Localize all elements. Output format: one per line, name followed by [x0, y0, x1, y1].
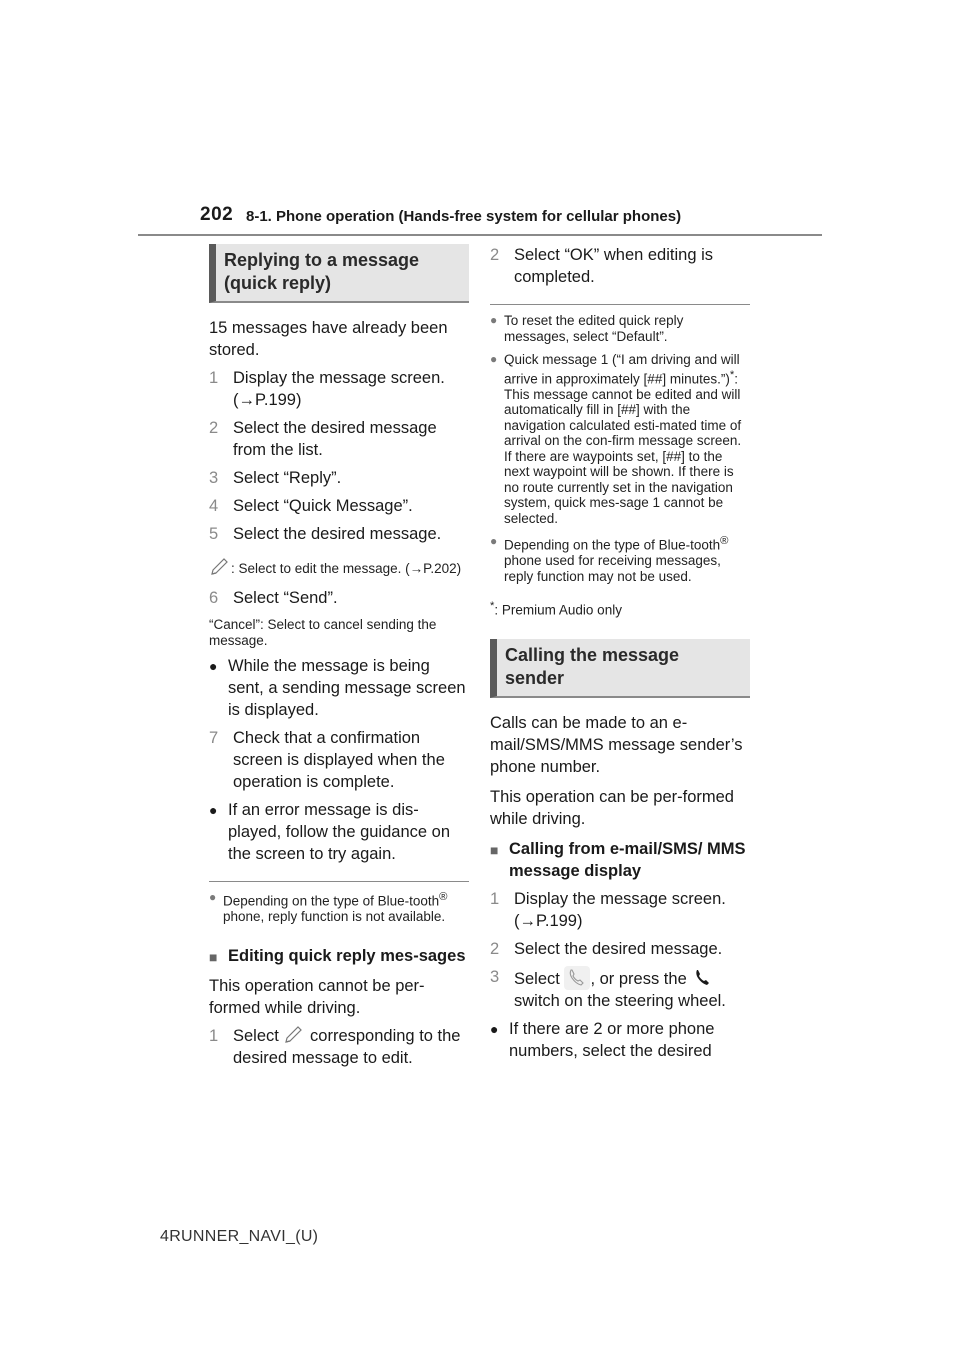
heading-calling-sender: Calling the message sender [490, 639, 750, 698]
footer-code: 4RUNNER_NAVI_(U) [160, 1228, 319, 1245]
calling-driving-note: This operation can be per-formed while driving. [490, 787, 734, 828]
edit-step-1: 1 Select corresponding to the desired message to edit. [209, 1026, 461, 1067]
step-6: 6 Select “Send”. [209, 589, 338, 607]
intro-text: 15 messages have already been stored. [209, 319, 448, 359]
note-reset: ● To reset the edited quick reply messages, select “Default”. [490, 313, 684, 344]
left-column [209, 244, 469, 1069]
steering-phone-switch-icon [691, 966, 715, 990]
step-5: 5 Select the desired message. [209, 525, 442, 543]
pencil-icon [283, 1025, 305, 1045]
edit-step-2: 2 Select “OK” when editing is completed. [490, 246, 714, 286]
phone-icon [564, 966, 590, 990]
editing-note: This operation cannot be per-formed while driving. [209, 976, 425, 1017]
step-7: 7 Check that a confirmation screen is displayed when the operation is complete. [209, 729, 445, 791]
note-quick-message: ● Quick message 1 (“I am driving and will arrive in approximately [##] minutes.”)*: This message cannot be edited and will automatically fill in [##] with the navigation calculated esti-mated time of arrival on the con-firm message screen. If there are waypoints set, [##] to the next waypoint will be shown. If there is no route currently set in the navigation system, quick mes-sage 1 cannot be selected. [490, 352, 742, 526]
bullet-sending: ● While the message is being sent, a sending message screen is displayed. [209, 657, 466, 719]
subhead-editing: ■ Editing quick reply mes-sages [209, 946, 466, 965]
page-number: 202 [200, 204, 234, 225]
footnote: *: Premium Audio only [490, 600, 622, 618]
note-divider [490, 304, 750, 305]
call-step-1: 1 Display the message screen. (→P.199) [490, 889, 726, 930]
step-3: 3 Select “Reply”. [209, 469, 342, 487]
note-bluetooth-receive: ● Depending on the type of Blue-tooth® phone used for receiving messages, reply function may not be used. [490, 534, 729, 584]
cancel-note: “Cancel”: Select to cancel sending the message. [209, 617, 437, 648]
right-column [490, 244, 750, 1062]
bullet-multiple-numbers: ● If there are 2 or more phone numbers, select the desired [490, 1019, 715, 1060]
bullet-error: ● If an error message is dis-played, follow the guidance on the screen to try again. [209, 801, 450, 863]
step-2: 2 Select the desired message from the list. [209, 419, 437, 459]
call-step-2: 2 Select the desired message. [490, 939, 723, 958]
note-divider [209, 881, 469, 882]
section-title: 8-1. Phone operation (Hands-free system for cellular phones) [246, 208, 682, 225]
header-divider [138, 234, 822, 236]
step-1: 1 Display the message screen. (→P.199) [209, 369, 445, 409]
pencil-icon [209, 557, 231, 577]
page-header [200, 204, 760, 230]
calling-intro: Calls can be made to an e-mail/SMS/MMS message sender’s phone number. [490, 713, 743, 776]
note-bluetooth: ● Depending on the type of Blue-tooth® phone, reply function is not available. [209, 890, 448, 924]
heading-quick-reply: Replying to a message (quick reply) [209, 244, 469, 303]
pencil-note: : Select to edit the message. (→P.202) [209, 557, 469, 577]
call-step-3: 3 Select , or press the switch on the steering wheel. [490, 967, 726, 1010]
subhead-calling: ■ Calling from e-mail/SMS/ MMS message display [490, 839, 746, 880]
step-4: 4 Select “Quick Message”. [209, 497, 413, 515]
